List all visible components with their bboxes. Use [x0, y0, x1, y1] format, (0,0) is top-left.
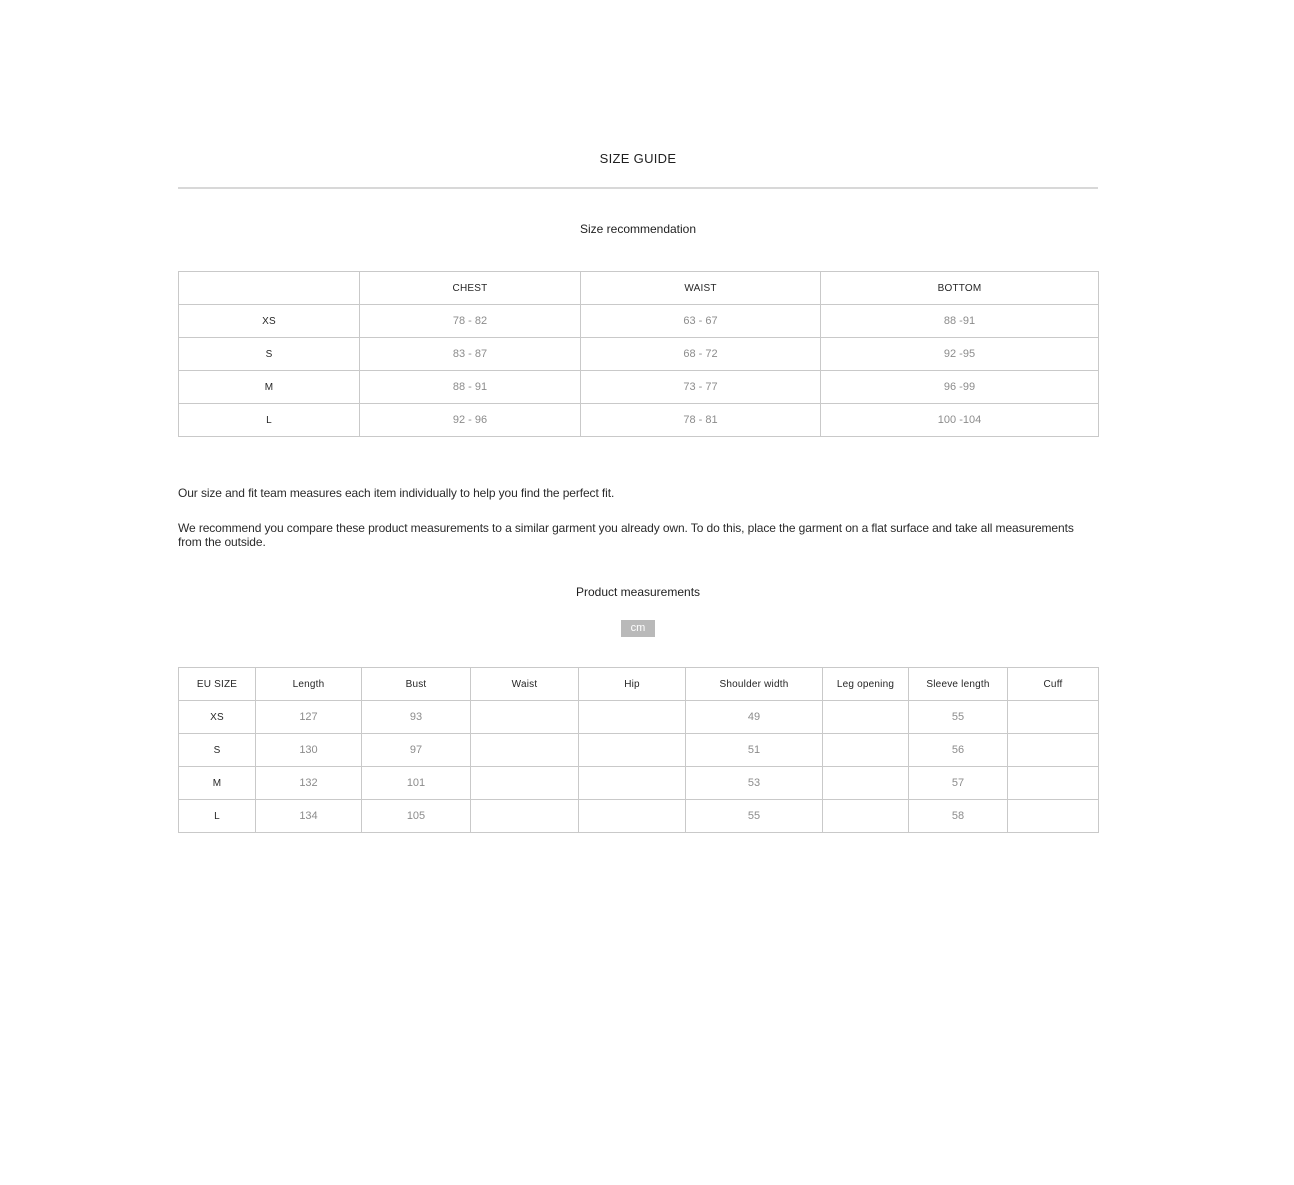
table-row [179, 371, 1099, 404]
corner-cell [179, 272, 360, 305]
table-row [179, 734, 1099, 767]
column-header-chest: CHEST [360, 272, 581, 305]
table-cell [1008, 701, 1099, 734]
header-row [179, 668, 1099, 701]
fit-team-paragraph: Our size and fit team measures each item individually to help you find the perfect fit. [178, 486, 615, 500]
measure-instructions-paragraph: We recommend you compare these product measurements to a similar garment you already own. To do this, place the garment on a flat surface and take all measurements from the outside. [178, 521, 1074, 549]
table-cell [471, 767, 579, 800]
table-cell: 57 [909, 767, 1008, 800]
table-cell: 56 [909, 734, 1008, 767]
table-cell [471, 800, 579, 833]
column-header-length: Length [256, 668, 362, 701]
table-cell: 101 [362, 767, 471, 800]
table-cell [1008, 734, 1099, 767]
table-cell [823, 701, 909, 734]
table-cell: 88 -91 [821, 305, 1099, 338]
size-label: M [179, 767, 256, 800]
column-header-waist: Waist [471, 668, 579, 701]
table-cell: 78 - 81 [581, 404, 821, 437]
table-cell: 134 [256, 800, 362, 833]
unit-toggle-cm-button[interactable]: cm [621, 620, 655, 637]
table-cell [823, 734, 909, 767]
table-cell [823, 767, 909, 800]
table-cell [471, 734, 579, 767]
table-cell: 78 - 82 [360, 305, 581, 338]
table-cell: 100 -104 [821, 404, 1099, 437]
column-header-waist: WAIST [581, 272, 821, 305]
size-guide-panel [178, 151, 1098, 833]
table-cell [579, 701, 686, 734]
table-cell: 83 - 87 [360, 338, 581, 371]
size-label: XS [179, 701, 256, 734]
table-cell [471, 701, 579, 734]
column-header-bust: Bust [362, 668, 471, 701]
table-row [179, 305, 1099, 338]
column-header-bottom: BOTTOM [821, 272, 1099, 305]
table-cell: 105 [362, 800, 471, 833]
table-cell [1008, 767, 1099, 800]
table-cell [823, 800, 909, 833]
column-header-shoulder-width: Shoulder width [686, 668, 823, 701]
table-cell: 55 [909, 701, 1008, 734]
table-cell: 63 - 67 [581, 305, 821, 338]
table-cell: 58 [909, 800, 1008, 833]
column-header-cuff: Cuff [1008, 668, 1099, 701]
table-row [179, 338, 1099, 371]
table-cell [579, 767, 686, 800]
table-row [179, 767, 1099, 800]
table-cell: 127 [256, 701, 362, 734]
column-header-leg-opening: Leg opening [823, 668, 909, 701]
size-recommendation-table [178, 271, 1099, 437]
table-cell: 88 - 91 [360, 371, 581, 404]
table-cell: 97 [362, 734, 471, 767]
column-header-sleeve-length: Sleeve length [909, 668, 1008, 701]
table-cell: 132 [256, 767, 362, 800]
size-label: L [179, 800, 256, 833]
table-cell: 68 - 72 [581, 338, 821, 371]
section-heading-product-measurements: Product measurements [575, 585, 701, 599]
product-measurements-table [178, 667, 1099, 833]
size-label: L [179, 404, 360, 437]
page-title: SIZE GUIDE [599, 151, 677, 166]
table-row [179, 701, 1099, 734]
table-cell: 93 [362, 701, 471, 734]
table-cell [579, 800, 686, 833]
table-cell: 55 [686, 800, 823, 833]
size-label: S [179, 734, 256, 767]
column-header-eu-size: EU SIZE [179, 668, 256, 701]
table-cell: 92 - 96 [360, 404, 581, 437]
section-heading-size-recommendation: Size recommendation [579, 222, 697, 236]
column-header-hip: Hip [579, 668, 686, 701]
divider [178, 187, 1098, 189]
table-cell [579, 734, 686, 767]
size-label: S [179, 338, 360, 371]
table-cell: 130 [256, 734, 362, 767]
table-cell: 73 - 77 [581, 371, 821, 404]
table-cell: 53 [686, 767, 823, 800]
table-cell: 51 [686, 734, 823, 767]
table-row [179, 800, 1099, 833]
size-label: M [179, 371, 360, 404]
table-cell: 96 -99 [821, 371, 1099, 404]
unit-toggle-row [178, 618, 1098, 637]
table-cell: 92 -95 [821, 338, 1099, 371]
header-row [179, 272, 1099, 305]
size-label: XS [179, 305, 360, 338]
table-cell [1008, 800, 1099, 833]
table-cell: 49 [686, 701, 823, 734]
table-row [179, 404, 1099, 437]
